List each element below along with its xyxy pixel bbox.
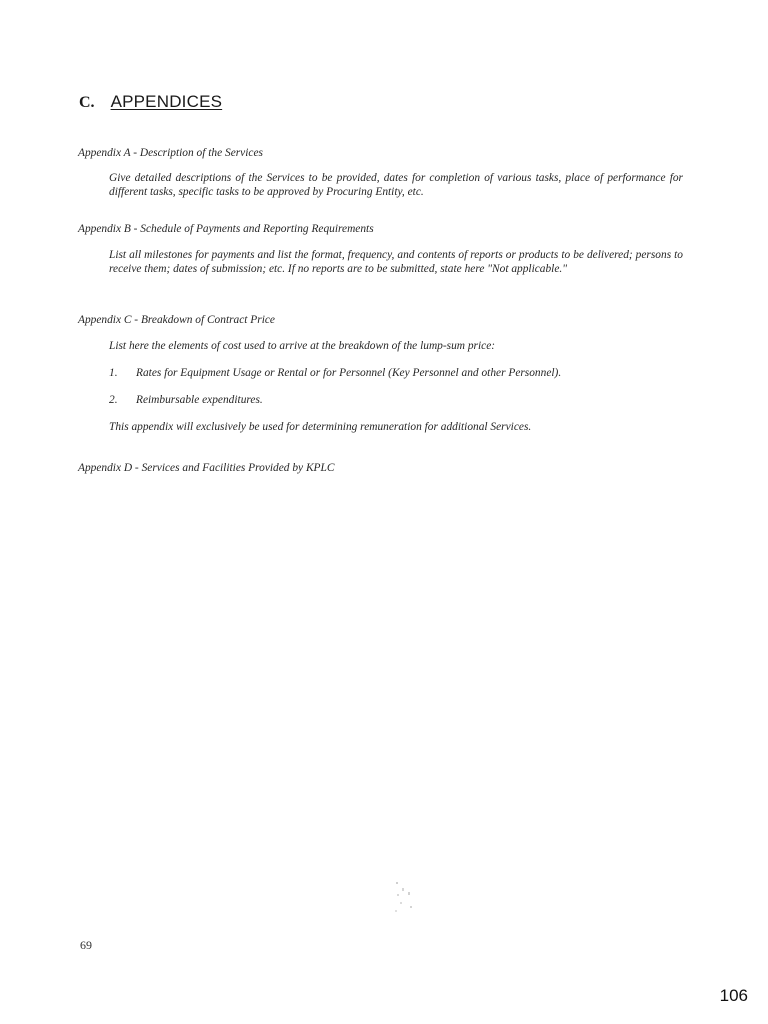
appendix-a-title: Appendix A - Description of the Services bbox=[78, 147, 263, 159]
stamped-page-number: 106 bbox=[719, 986, 748, 1005]
appendix-b-title: Appendix B - Schedule of Payments and Reporting Requirements bbox=[78, 223, 374, 235]
appendix-b-body: List all milestones for payments and list the format, frequency, and contents of reports or products to be delivered; persons to receive them; dates of submission; etc. If no reports are to be submitted, state here "Not applicable." bbox=[109, 249, 683, 275]
list-item-number: 2. bbox=[109, 394, 118, 406]
page-number: 69 bbox=[80, 938, 92, 952]
list-item-text: Rates for Equipment Usage or Rental or for Personnel (Key Personnel and other Personnel). bbox=[136, 367, 562, 379]
section-heading bbox=[79, 92, 222, 112]
appendix-c-title: Appendix C - Breakdown of Contract Price bbox=[78, 314, 275, 326]
appendix-a-body: Give detailed descriptions of the Services to be provided, dates for completion of various tasks, place of performance for different tasks, specific tasks to be approved by Procuring Entity, etc. bbox=[109, 172, 683, 198]
appendix-c-note: This appendix will exclusively be used for determining remuneration for additional Services. bbox=[109, 421, 532, 433]
appendix-c-intro: List here the elements of cost used to arrive at the breakdown of the lump-sum price: bbox=[109, 340, 496, 352]
list-item-number: 1. bbox=[109, 367, 118, 379]
list-item bbox=[109, 393, 263, 407]
section-title: APPENDICES bbox=[110, 92, 223, 111]
appendix-d-title: Appendix D - Services and Facilities Provided by KPLC bbox=[78, 462, 335, 474]
list-item bbox=[109, 366, 561, 380]
section-letter: C. bbox=[79, 94, 95, 111]
scan-speckle bbox=[392, 880, 418, 916]
list-item-text: Reimbursable expenditures. bbox=[136, 394, 263, 406]
